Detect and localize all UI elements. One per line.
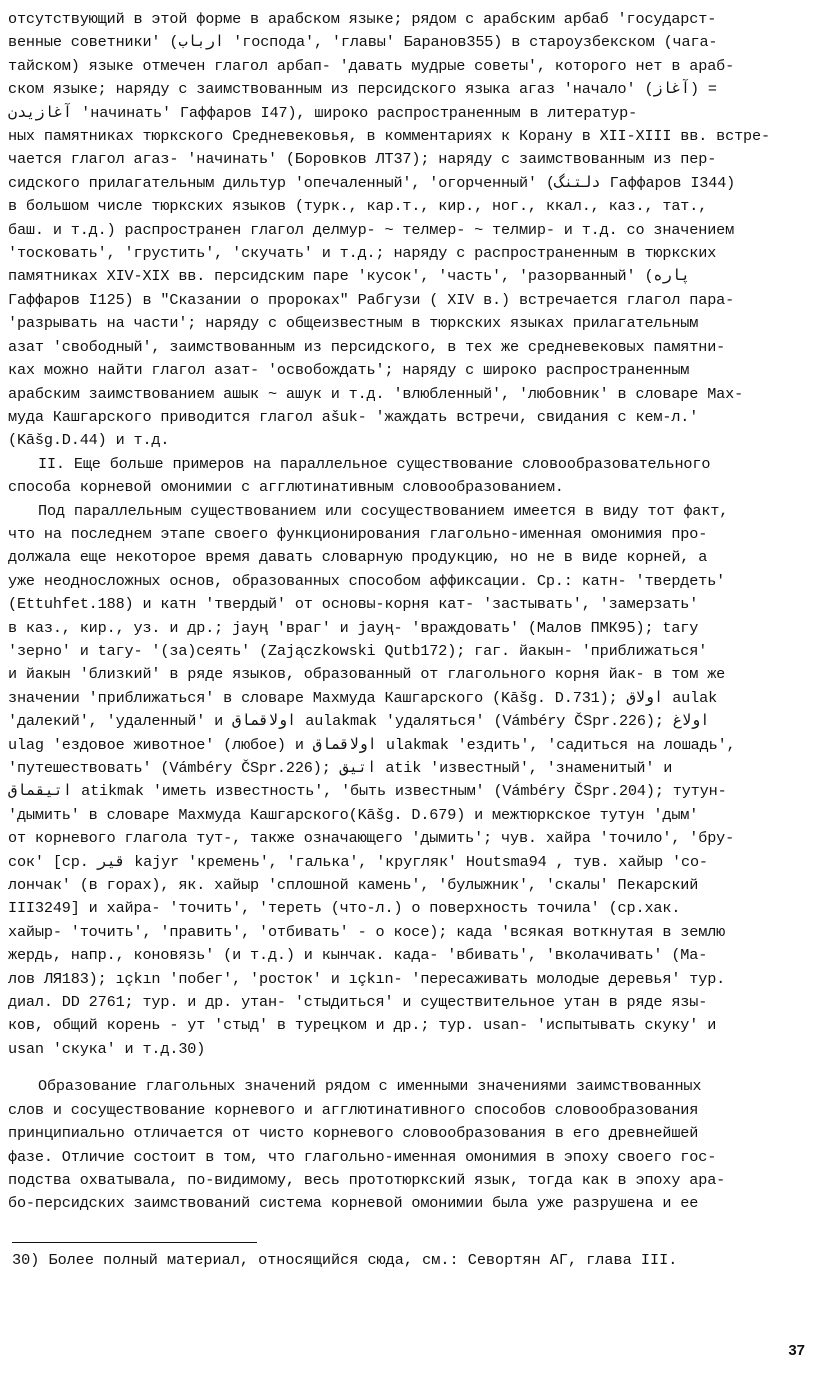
paragraph-gap <box>8 1061 807 1075</box>
text-line: ков, общий корень - ут 'стыд' в турецком и др.; тур. usan- 'испытывать скуку' и <box>8 1016 717 1035</box>
text-line: 'разрывать на части'; наряду с общеизвестным в тюркских языках прилагательным <box>8 314 699 333</box>
text-line: III3249] и хайра- 'точить', 'тереть (что-л.) о поверхность точила' (ср.хак. <box>8 899 681 918</box>
text-line: 'далекий', 'удаленный' и اولاقماق aulakmak 'удаляться' (Vámbéry ČSpr.226); اولاغ <box>8 712 710 731</box>
paragraph <box>8 1075 807 1215</box>
text-line: значении 'приближаться' в словаре Махмуда Кашгарского (Kāšg. D.731); اولاق aulak <box>8 688 718 707</box>
text-line: 'зерно' и taгу- '(за)сеять' (Zajączkowski Qutb172); гаг. йакын- 'приближаться' <box>8 641 708 660</box>
text-line: памятниках XIV-XIX вв. персидским паре 'кусок', 'часть', 'разорванный' (پاره <box>8 267 690 286</box>
text-line: слов и сосуществование корневого и агглютинативного способов словообразования <box>8 1100 699 1119</box>
text-line: чается глагол агаз- 'начинать' (Боровков ЛТ37); наряду с заимствованным из пер- <box>8 150 717 169</box>
text-line: венные советники' (ارباب 'господа', 'главы' Баранов355) в староузбекском (чага- <box>8 33 718 52</box>
text-line: в каз., кир., уз. и др.; јауң 'враг' и јауң- 'враждовать' (Малов ПМК95); taгу <box>8 618 699 637</box>
text-line: уже неодносложных основ, образованных способом аффиксации. Ср.: катн- 'твердеть' <box>8 571 726 590</box>
page-number: 37 <box>788 1342 805 1359</box>
text-line: 'дымить' в словаре Махмуда Кашгарского(Kāšg. D.679) и межтюркское тутун 'дым' <box>8 805 699 824</box>
text-line: тайском) языке отмечен глагол арбап- 'давать мудрые советы', которого нет в араб- <box>8 56 735 75</box>
footnote-divider <box>12 1242 257 1243</box>
text-line: Образование глагольных значений рядом с именными значениями заимствованных <box>38 1077 702 1096</box>
paragraph <box>8 8 807 453</box>
text-line: آغازیدن 'начинать' Гаффаров I47), широко распространенным в литератур- <box>8 103 638 122</box>
text-line: принципиально отличается от чисто корневого словообразования в его древнейшей <box>8 1124 699 1143</box>
text-line: фазе. Отличие состоит в том, что глагольно-именная омонимия в эпоху своего гос- <box>8 1147 717 1166</box>
text-line: хайыр- 'точить', 'править', 'отбивать' - о косе); када 'всякая воткнутая в землю <box>8 922 726 941</box>
text-line: арабским заимствованием ашык ~ ашук и т.д. 'влюбленный', 'любовник' в словаре Мах- <box>8 384 744 403</box>
paragraph <box>8 500 807 1062</box>
text-line: ulag 'ездовое животное' (любое) и اولاقماق ulakmak 'ездить', 'садиться на лошадь', <box>8 735 736 754</box>
paragraph <box>8 453 807 500</box>
text-line: ных памятниках тюркского Средневековья, в комментариях к Корану в XII-XIII вв. встре- <box>8 127 770 146</box>
text-line: (Kāšg.D.44) и т.д. <box>8 431 170 450</box>
text-line: от корневого глагола тут-, также означающего 'дымить'; чув. хайра 'точило', 'бру- <box>8 829 735 848</box>
text-line: в большом числе тюркских языков (турк., кар.т., кир., ног., ккал., каз., тат., <box>8 197 708 216</box>
text-line: اتيقماق atikmak 'иметь известность', 'быть известным' (Vámbéry ČSpr.204); тутун- <box>8 782 727 801</box>
body-text <box>8 8 807 1216</box>
text-line: сидского прилагательным дильтур 'опечаленный', 'огорченный' (دلتنگ Гаффаров I344) <box>8 173 736 192</box>
text-line: азат 'свободный', заимствованным из персидского, в тех же средневековых памятни- <box>8 337 726 356</box>
text-line: и йакын 'близкий' в ряде языков, образованный от глагольного корня йак- в том же <box>8 665 726 684</box>
text-line: баш. и т.д.) распространен глагол делмур- ~ телмер- ~ телмир- и т.д. со значением <box>8 220 735 239</box>
text-line: ках можно найти глагол азат- 'освобождать'; наряду с широко распространенным <box>8 361 690 380</box>
text-line: должала еще некоторое время давать словарную продукцию, но не в виде корней, а <box>8 548 708 567</box>
text-line: способа корневой омонимии с агглютинативным словообразованием. <box>8 478 564 497</box>
text-line: лончак' (в горах), як. хайыр 'сплошной камень', 'булыжник', 'скалы' Пекарский <box>8 876 699 895</box>
text-line: подства охватывала, по-видимому, весь прототюркский язык, тогда как в эпоху ара- <box>8 1170 726 1189</box>
text-line: usan 'скука' и т.д.30) <box>8 1039 206 1058</box>
text-line: Гаффаров I125) в "Сказании о пророках" Рабгузи ( XIV в.) встречается глагол пара- <box>8 290 735 309</box>
text-line: что на последнем этапе своего функционирования глагольно-именная омонимия про- <box>8 524 708 543</box>
text-line: 'путешествовать' (Vámbéry ČSpr.226); اتيق atik 'известный', 'знаменитый' и <box>8 759 673 777</box>
text-line: (Ettuhfet.188) и катн 'твердый' от основы-корня кат- 'застывать', 'замерзать' <box>8 595 699 614</box>
text-line: диал. DD 2761; тур. и др. утан- 'стыдиться' и существительное утан в ряде язы- <box>8 993 708 1012</box>
text-line: Под параллельным существованием или сосуществованием имеется в виду тот факт, <box>38 501 729 520</box>
footnote: 30) Более полный материал, относящийся сюда, см.: Севортян АГ, глава III. <box>12 1250 678 1269</box>
text-line: сок' [ср. قير kajyr 'кремень', 'галька', 'кругляк' Houtsma94 , тув. хайыр 'со- <box>8 852 708 871</box>
text-line: муда Кашгарского приводится глагол ašuk- 'жаждать встречи, свидания с кем-л.' <box>8 407 699 426</box>
text-line: отсутствующий в этой форме в арабском языке; рядом с арабским арбаб 'государст- <box>8 10 717 28</box>
text-line: жердь, напр., коновязь' (и т.д.) и кынчак. када- 'вбивать', 'вколачивать' (Ма- <box>8 946 708 965</box>
text-line: бо-персидских заимствований система корневой омонимии была уже разрушена и ее <box>8 1194 699 1213</box>
text-line: лов ЛЯ183); ıçkın 'побег', 'росток' и ıçkın- 'пересаживать молодые деревья' тур. <box>8 969 726 988</box>
text-line: 'тосковать', 'грустить', 'скучать' и т.д.; наряду с распространенным в тюркских <box>8 244 717 263</box>
text-line: II. Еще больше примеров на параллельное существование словообразовательного <box>38 454 711 473</box>
text-line: ском языке; наряду с заимствованным из персидского языка агаз 'начало' (آغاز) = <box>8 80 717 99</box>
